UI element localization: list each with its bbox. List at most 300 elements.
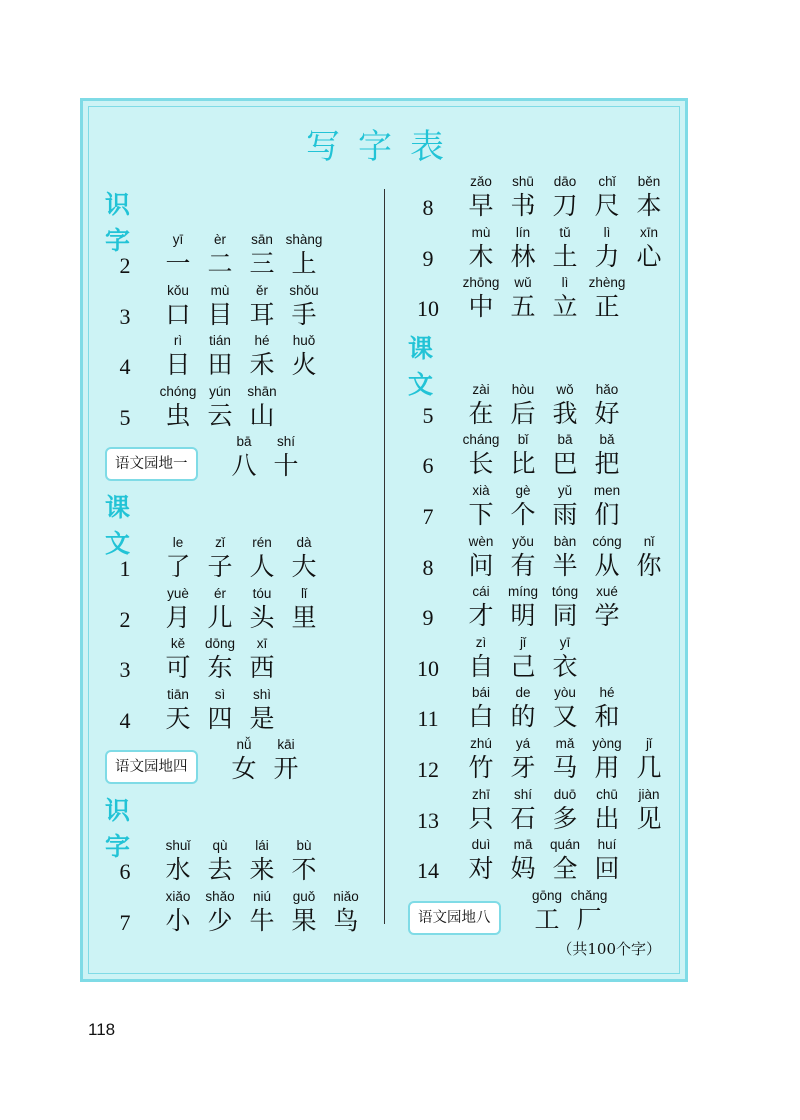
pinyin: běn: [637, 174, 661, 189]
hanzi: 土: [552, 241, 578, 271]
pinyin: tóu: [252, 585, 272, 601]
hanzi: 书: [510, 191, 536, 220]
character-cell: [460, 431, 502, 479]
character-group: [157, 888, 367, 936]
character-cell: [241, 585, 283, 633]
pinyin: míng: [507, 584, 538, 600]
pinyin: de: [515, 685, 531, 701]
pinyin: mǎ: [555, 736, 575, 751]
hanzi: 竹: [468, 753, 494, 782]
hanzi: 尺: [594, 191, 620, 220]
character-cell: [544, 224, 586, 272]
character-cell: [460, 634, 502, 682]
character-cell: [283, 837, 325, 885]
character-group: [157, 282, 325, 330]
hanzi: 十: [273, 451, 299, 481]
hanzi: 一: [165, 249, 191, 278]
lesson-tag-label: 语文园地四: [105, 750, 198, 784]
lesson-number: 5: [422, 402, 434, 428]
character-cell: [241, 332, 283, 380]
hanzi: 火: [291, 350, 317, 380]
pinyin: zǎo: [470, 174, 492, 189]
character-group: [157, 585, 325, 633]
hanzi: 大: [291, 552, 317, 581]
hanzi: 手: [291, 299, 317, 329]
hanzi: 中: [468, 292, 494, 322]
hanzi: 见: [636, 803, 662, 833]
character-cell: [502, 173, 544, 221]
character-cell: [199, 635, 241, 683]
pinyin: tóng: [551, 584, 579, 600]
character-cell: [283, 282, 325, 330]
pinyin: zì: [475, 634, 487, 650]
hanzi: 工: [534, 904, 560, 934]
character-group: [460, 533, 670, 581]
character-cell: [241, 231, 283, 279]
character-cell: [241, 635, 283, 683]
character-cell: [157, 383, 199, 431]
lesson-number: 2: [119, 253, 131, 278]
character-cell: [223, 433, 265, 481]
character-cell: [265, 736, 307, 784]
character-cell: [526, 887, 568, 935]
hanzi: 只: [468, 803, 494, 833]
character-group: [526, 887, 610, 935]
pinyin: yòng: [592, 736, 622, 751]
character-cell: [157, 585, 199, 633]
lesson-number: 9: [422, 245, 434, 271]
pinyin: yún: [209, 383, 231, 399]
character-cell: [502, 684, 544, 732]
hanzi: 天: [165, 703, 191, 733]
character-cell: [586, 274, 628, 322]
pinyin: chǐ: [598, 174, 616, 189]
character-cell: [157, 888, 199, 936]
section-heading: 课文: [105, 493, 133, 558]
character-cell: [502, 431, 544, 479]
lesson-number: 2: [119, 606, 131, 632]
lesson-number: 10: [417, 296, 439, 322]
character-group: [157, 837, 325, 885]
pinyin: ěr: [255, 282, 268, 298]
character-cell: [544, 533, 586, 581]
hanzi: 你: [636, 550, 662, 580]
hanzi: 日: [165, 350, 191, 380]
pinyin: yī: [172, 232, 184, 247]
pinyin: nǐ: [643, 533, 655, 549]
character-group: [460, 274, 628, 322]
character-group: [460, 735, 670, 783]
pinyin: dāo: [553, 174, 577, 189]
pinyin: guǒ: [292, 888, 316, 904]
hanzi: 上: [291, 249, 317, 278]
hanzi: 同: [552, 601, 578, 631]
pinyin: yòu: [554, 685, 576, 701]
lesson-number: 7: [422, 504, 434, 529]
character-cell: [460, 583, 502, 631]
lesson-number: 12: [417, 757, 439, 782]
pinyin: le: [172, 535, 184, 550]
character-cell: [502, 786, 544, 834]
lesson-number: 13: [417, 807, 439, 833]
hanzi: 比: [510, 449, 536, 479]
pinyin: cháng: [462, 432, 500, 448]
hanzi: 禾: [249, 350, 275, 380]
hanzi: 可: [165, 653, 191, 683]
character-cell: [241, 837, 283, 885]
character-cell: [460, 274, 502, 322]
lesson-number: 3: [119, 303, 131, 329]
hanzi: 早: [468, 191, 494, 220]
character-cell: [502, 836, 544, 884]
section-heading: 识字: [105, 190, 133, 255]
character-cell: [157, 635, 199, 683]
character-cell: [460, 786, 502, 834]
character-group: [157, 231, 325, 279]
pinyin: huǒ: [292, 333, 316, 349]
hanzi: 云: [207, 400, 233, 430]
pinyin: xiǎo: [165, 888, 191, 904]
pinyin: zhī: [471, 786, 490, 802]
hanzi: 耳: [249, 299, 275, 329]
hanzi: 来: [249, 855, 275, 884]
character-cell: [283, 332, 325, 380]
pinyin: rén: [252, 535, 272, 550]
lesson-number: 4: [119, 354, 131, 380]
hanzi: 半: [552, 550, 578, 580]
lesson-number: 4: [119, 707, 131, 733]
character-cell: [544, 634, 586, 682]
hanzi: 明: [510, 601, 536, 631]
character-group: [157, 332, 325, 380]
character-cell: [502, 583, 544, 631]
character-cell: [199, 837, 241, 885]
pinyin: xī: [256, 636, 268, 652]
hanzi: 西: [249, 653, 275, 683]
pinyin: jiàn: [638, 786, 660, 802]
character-cell: [157, 534, 199, 582]
pinyin: bā: [236, 434, 252, 450]
hanzi: 目: [207, 299, 233, 329]
character-group: [157, 686, 283, 734]
character-cell: [283, 888, 325, 936]
character-group: [460, 583, 628, 631]
hanzi: 几: [636, 753, 662, 782]
character-group: [460, 684, 628, 732]
character-cell: [502, 224, 544, 272]
pinyin: shí: [276, 434, 295, 450]
character-cell: [199, 332, 241, 380]
character-group: [460, 836, 628, 884]
hanzi: 果: [291, 905, 317, 935]
character-cell: [199, 383, 241, 431]
hanzi: 才: [468, 601, 494, 631]
character-cell: [199, 231, 241, 279]
character-cell: [544, 274, 586, 322]
hanzi: 己: [510, 651, 536, 681]
pinyin: rì: [173, 333, 183, 349]
pinyin: bǎ: [599, 432, 615, 448]
pinyin: lái: [255, 838, 269, 853]
hanzi: 田: [207, 350, 233, 380]
hanzi: 水: [165, 855, 191, 884]
hanzi: 鸟: [333, 905, 359, 935]
lesson-number: 10: [417, 655, 439, 681]
pinyin: shǎo: [205, 888, 235, 904]
pinyin: shí: [513, 786, 532, 802]
pinyin: cái: [472, 584, 490, 600]
lesson-number: 11: [417, 706, 439, 732]
character-cell: [460, 836, 502, 884]
character-group: [460, 381, 628, 429]
character-cell: [544, 684, 586, 732]
hanzi: 开: [273, 754, 299, 784]
lesson-number: 8: [422, 195, 434, 220]
hanzi: 出: [594, 803, 620, 833]
lesson-number: 5: [119, 404, 131, 430]
character-table-panel: [80, 98, 688, 982]
hanzi: 正: [594, 292, 620, 322]
pinyin: dà: [296, 535, 312, 550]
pinyin: bǐ: [517, 432, 529, 448]
hanzi: 女: [231, 754, 257, 784]
character-cell: [586, 173, 628, 221]
hanzi: 在: [468, 398, 494, 428]
pinyin: sì: [214, 686, 226, 702]
hanzi: 衣: [552, 651, 578, 681]
pinyin: zǐ: [215, 535, 225, 550]
character-group: [223, 736, 307, 784]
pinyin: shàng: [285, 232, 323, 247]
pinyin: yǒu: [512, 533, 534, 549]
character-cell: [502, 533, 544, 581]
page-title: 写字表: [306, 127, 462, 167]
character-cell: [586, 381, 628, 429]
pinyin: qù: [212, 838, 228, 853]
pinyin: ér: [213, 585, 226, 601]
pinyin: sān: [251, 232, 273, 247]
character-cell: [586, 583, 628, 631]
hanzi: 回: [594, 854, 620, 884]
character-cell: [544, 735, 586, 783]
hanzi: 是: [249, 703, 275, 733]
pinyin: zhú: [470, 736, 492, 751]
pinyin: niú: [252, 888, 271, 904]
lesson-number: 9: [422, 605, 434, 631]
character-cell: [157, 332, 199, 380]
character-cell: [199, 585, 241, 633]
pinyin: duō: [553, 786, 577, 802]
character-cell: [157, 282, 199, 330]
hanzi: 头: [249, 602, 275, 632]
character-cell: [586, 684, 628, 732]
character-cell: [544, 836, 586, 884]
hanzi: 马: [552, 753, 578, 782]
hanzi: 儿: [207, 602, 233, 632]
character-cell: [544, 583, 586, 631]
pinyin: lǐ: [301, 585, 307, 601]
hanzi: 子: [207, 552, 233, 581]
hanzi: 虫: [165, 400, 191, 430]
pinyin: shǒu: [289, 282, 319, 298]
character-cell: [544, 786, 586, 834]
hanzi: 全: [552, 854, 578, 884]
pinyin: gōng: [531, 887, 563, 903]
character-group: [460, 482, 628, 530]
character-cell: [544, 381, 586, 429]
character-group: [460, 431, 628, 479]
character-group: [223, 433, 307, 481]
character-cell: [265, 433, 307, 481]
pinyin: kǒu: [167, 282, 189, 298]
character-cell: [586, 482, 628, 530]
hanzi: 多: [552, 803, 578, 833]
pinyin: mā: [513, 837, 533, 853]
hanzi: 妈: [510, 854, 536, 884]
hanzi: 四: [207, 703, 233, 733]
hanzi: 我: [552, 398, 578, 428]
character-cell: [460, 224, 502, 272]
lesson-tag-label: 语文园地八: [408, 901, 501, 935]
pinyin: tiān: [167, 686, 189, 702]
pinyin: chū: [596, 786, 618, 802]
hanzi: 力: [594, 241, 620, 271]
pinyin: niǎo: [333, 888, 359, 904]
character-cell: [199, 534, 241, 582]
hanzi: 牛: [249, 905, 275, 935]
hanzi: 不: [291, 855, 317, 884]
character-group: [157, 383, 283, 431]
pinyin: chóng: [159, 383, 197, 399]
character-cell: [586, 224, 628, 272]
hanzi: 小: [165, 905, 191, 935]
character-cell: [586, 836, 628, 884]
hanzi: 木: [468, 241, 494, 271]
pinyin: lín: [515, 224, 531, 240]
character-cell: [544, 431, 586, 479]
hanzi: 巴: [552, 449, 578, 479]
hanzi: 好: [594, 398, 620, 428]
lesson-number: 3: [119, 657, 131, 683]
character-cell: [157, 837, 199, 885]
character-cell: [460, 533, 502, 581]
hanzi: 东: [207, 653, 233, 683]
pinyin: shū: [512, 174, 534, 189]
pinyin: yī: [559, 634, 571, 650]
total-count-note: （共100个字）: [557, 940, 661, 958]
hanzi: 的: [510, 702, 536, 732]
pinyin: yuè: [167, 585, 189, 601]
pinyin: xià: [472, 483, 490, 498]
pinyin: yá: [515, 736, 531, 751]
hanzi: 石: [510, 803, 536, 833]
hanzi: 去: [207, 855, 233, 884]
hanzi: 用: [594, 753, 620, 782]
pinyin: men: [593, 483, 621, 498]
lesson-number: 7: [119, 909, 131, 935]
character-cell: [283, 231, 325, 279]
section-heading: 课文: [408, 333, 436, 399]
pinyin: yǔ: [557, 483, 573, 498]
pinyin: zhèng: [588, 275, 626, 291]
character-cell: [628, 173, 670, 221]
character-cell: [199, 888, 241, 936]
character-cell: [460, 735, 502, 783]
hanzi: 立: [552, 292, 578, 322]
pinyin: mù: [471, 224, 491, 240]
pinyin: shān: [247, 383, 277, 399]
pinyin: bā: [557, 432, 573, 448]
hanzi: 口: [165, 299, 191, 329]
hanzi: 学: [594, 601, 620, 631]
hanzi: 雨: [552, 500, 578, 529]
pinyin: wèn: [468, 533, 494, 549]
character-cell: [241, 383, 283, 431]
hanzi: 五: [510, 292, 536, 322]
hanzi: 又: [552, 702, 578, 732]
character-cell: [460, 482, 502, 530]
hanzi: 牙: [510, 753, 536, 782]
character-cell: [460, 381, 502, 429]
hanzi: 问: [468, 550, 494, 580]
character-cell: [586, 431, 628, 479]
pinyin: zài: [472, 381, 490, 397]
pinyin: chǎng: [570, 887, 608, 903]
pinyin: huí: [597, 837, 617, 853]
character-cell: [628, 786, 670, 834]
hanzi: 从: [594, 550, 620, 580]
character-cell: [568, 887, 610, 935]
hanzi: 心: [636, 241, 662, 271]
hanzi: 少: [207, 905, 233, 935]
hanzi: 有: [510, 550, 536, 580]
pinyin: jǐ: [646, 736, 652, 751]
pinyin: lì: [603, 224, 611, 240]
pinyin: cóng: [592, 533, 622, 549]
hanzi: 把: [594, 449, 620, 479]
hanzi: 个: [510, 500, 536, 529]
pinyin: hé: [599, 685, 615, 701]
character-cell: [502, 381, 544, 429]
pinyin: mù: [210, 282, 230, 298]
pinyin: wǔ: [514, 275, 532, 291]
hanzi: 月: [165, 602, 191, 632]
character-cell: [544, 482, 586, 530]
hanzi: 三: [249, 249, 275, 278]
lesson-number: 8: [422, 554, 434, 580]
character-cell: [628, 735, 670, 783]
pinyin: jǐ: [520, 634, 526, 650]
hanzi: 二: [207, 249, 233, 278]
character-cell: [241, 534, 283, 582]
character-cell: [502, 274, 544, 322]
character-cell: [241, 888, 283, 936]
character-cell: [199, 282, 241, 330]
character-cell: [586, 533, 628, 581]
hanzi: 对: [468, 854, 494, 884]
character-group: [460, 786, 670, 834]
character-cell: [325, 888, 367, 936]
pinyin: xīn: [639, 224, 658, 240]
character-cell: [544, 173, 586, 221]
pinyin: shì: [252, 686, 271, 702]
character-cell: [460, 684, 502, 732]
lesson-number: 1: [119, 556, 131, 581]
character-group: [157, 635, 283, 683]
lesson-number: 14: [417, 858, 439, 884]
hanzi: 本: [636, 191, 662, 220]
character-cell: [586, 786, 628, 834]
